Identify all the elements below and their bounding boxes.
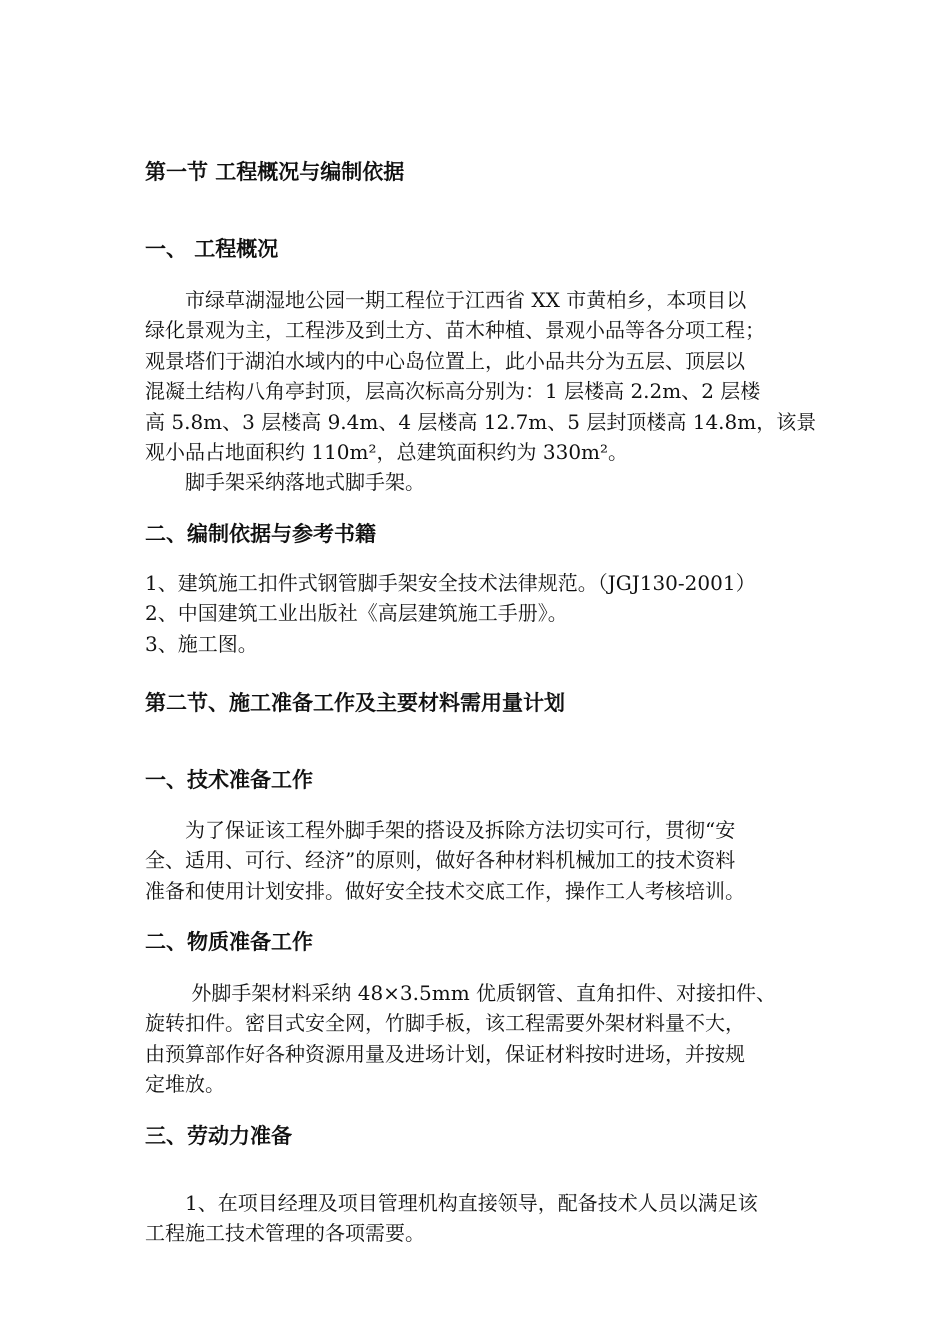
paragraph-line: 观景塔们于湖泊水域内的中心岛位置上，此小品共分为五层、顶层以 — [145, 348, 745, 373]
paragraph-line: 脚手架采纳落地式脚手架。 — [145, 470, 425, 495]
section-title: 第二节、施工准备工作及主要材料需用量计划 — [145, 691, 565, 715]
paragraph-line: 为了保证该工程外脚手架的搭设及拆除方法切实可行，贯彻“安 — [145, 818, 736, 842]
paragraph-line: 由预算部作好各种资源用量及进场计划，保证材料按时进场，并按规 — [145, 1041, 745, 1066]
paragraph-line: 定堆放。 — [145, 1072, 225, 1097]
paragraph-line: 外脚手架材料采纳 48×3.5mm 优质钢管、直角扣件、对接扣件、 — [145, 981, 777, 1005]
paragraph-line: 高 5.8m、3 层楼高 9.4m、4 层楼高 12.7m、5 层封顶楼高 14.8m，该景 — [145, 409, 817, 434]
list-item: 3、施工图。 — [145, 631, 258, 656]
section-title: 第一节 工程概况与编制依据 — [145, 160, 405, 184]
paragraph-line: 观小品占地面积约 110m²，总建筑面积约为 330m²。 — [145, 440, 629, 465]
overview-paragraph — [145, 285, 835, 498]
paragraph-line: 工程施工技术管理的各项需要。 — [145, 1221, 425, 1246]
paragraph-line: 旋转扣件。密目式安全网，竹脚手板，该工程需要外架材料量不大， — [145, 1011, 745, 1036]
paragraph-line: 1、在项目经理及项目管理机构直接领导，配备技术人员以满足该 — [145, 1191, 758, 1215]
subsection-heading: 一、 工程概况 — [145, 237, 279, 261]
paragraph-line: 绿化景观为主，工程涉及到土方、苗木种植、景观小品等各分项工程； — [145, 318, 765, 343]
labor-paragraph — [145, 1188, 835, 1249]
list-item: 1、建筑施工扣件式钢管脚手架安全技术法律规范。（JGJ130-2001） — [145, 571, 756, 595]
paragraph-line: 混凝土结构八角亭封顶，层高次标高分别为：1 层楼高 2.2m、2 层楼 — [145, 379, 761, 404]
subsection-heading: 二、编制依据与参考书籍 — [145, 522, 376, 546]
paragraph-line: 市绿草湖湿地公园一期工程位于江西省 XX 市黄柏乡，本项目以 — [145, 288, 747, 312]
reference-list — [145, 568, 835, 659]
paragraph-line: 准备和使用计划安排。做好安全技术交底工作，操作工人考核培训。 — [145, 878, 745, 903]
paragraph-line: 全、适用、可行、经济”的原则，做好各种材料机械加工的技术资料 — [145, 848, 736, 873]
list-item: 2、中国建筑工业出版社《高层建筑施工手册》。 — [145, 601, 568, 626]
subsection-heading: 一、技术准备工作 — [145, 768, 313, 792]
tech-paragraph — [145, 815, 835, 906]
material-paragraph — [145, 978, 835, 1100]
subsection-heading: 二、物质准备工作 — [145, 930, 313, 954]
subsection-heading: 三、劳动力准备 — [145, 1124, 292, 1148]
